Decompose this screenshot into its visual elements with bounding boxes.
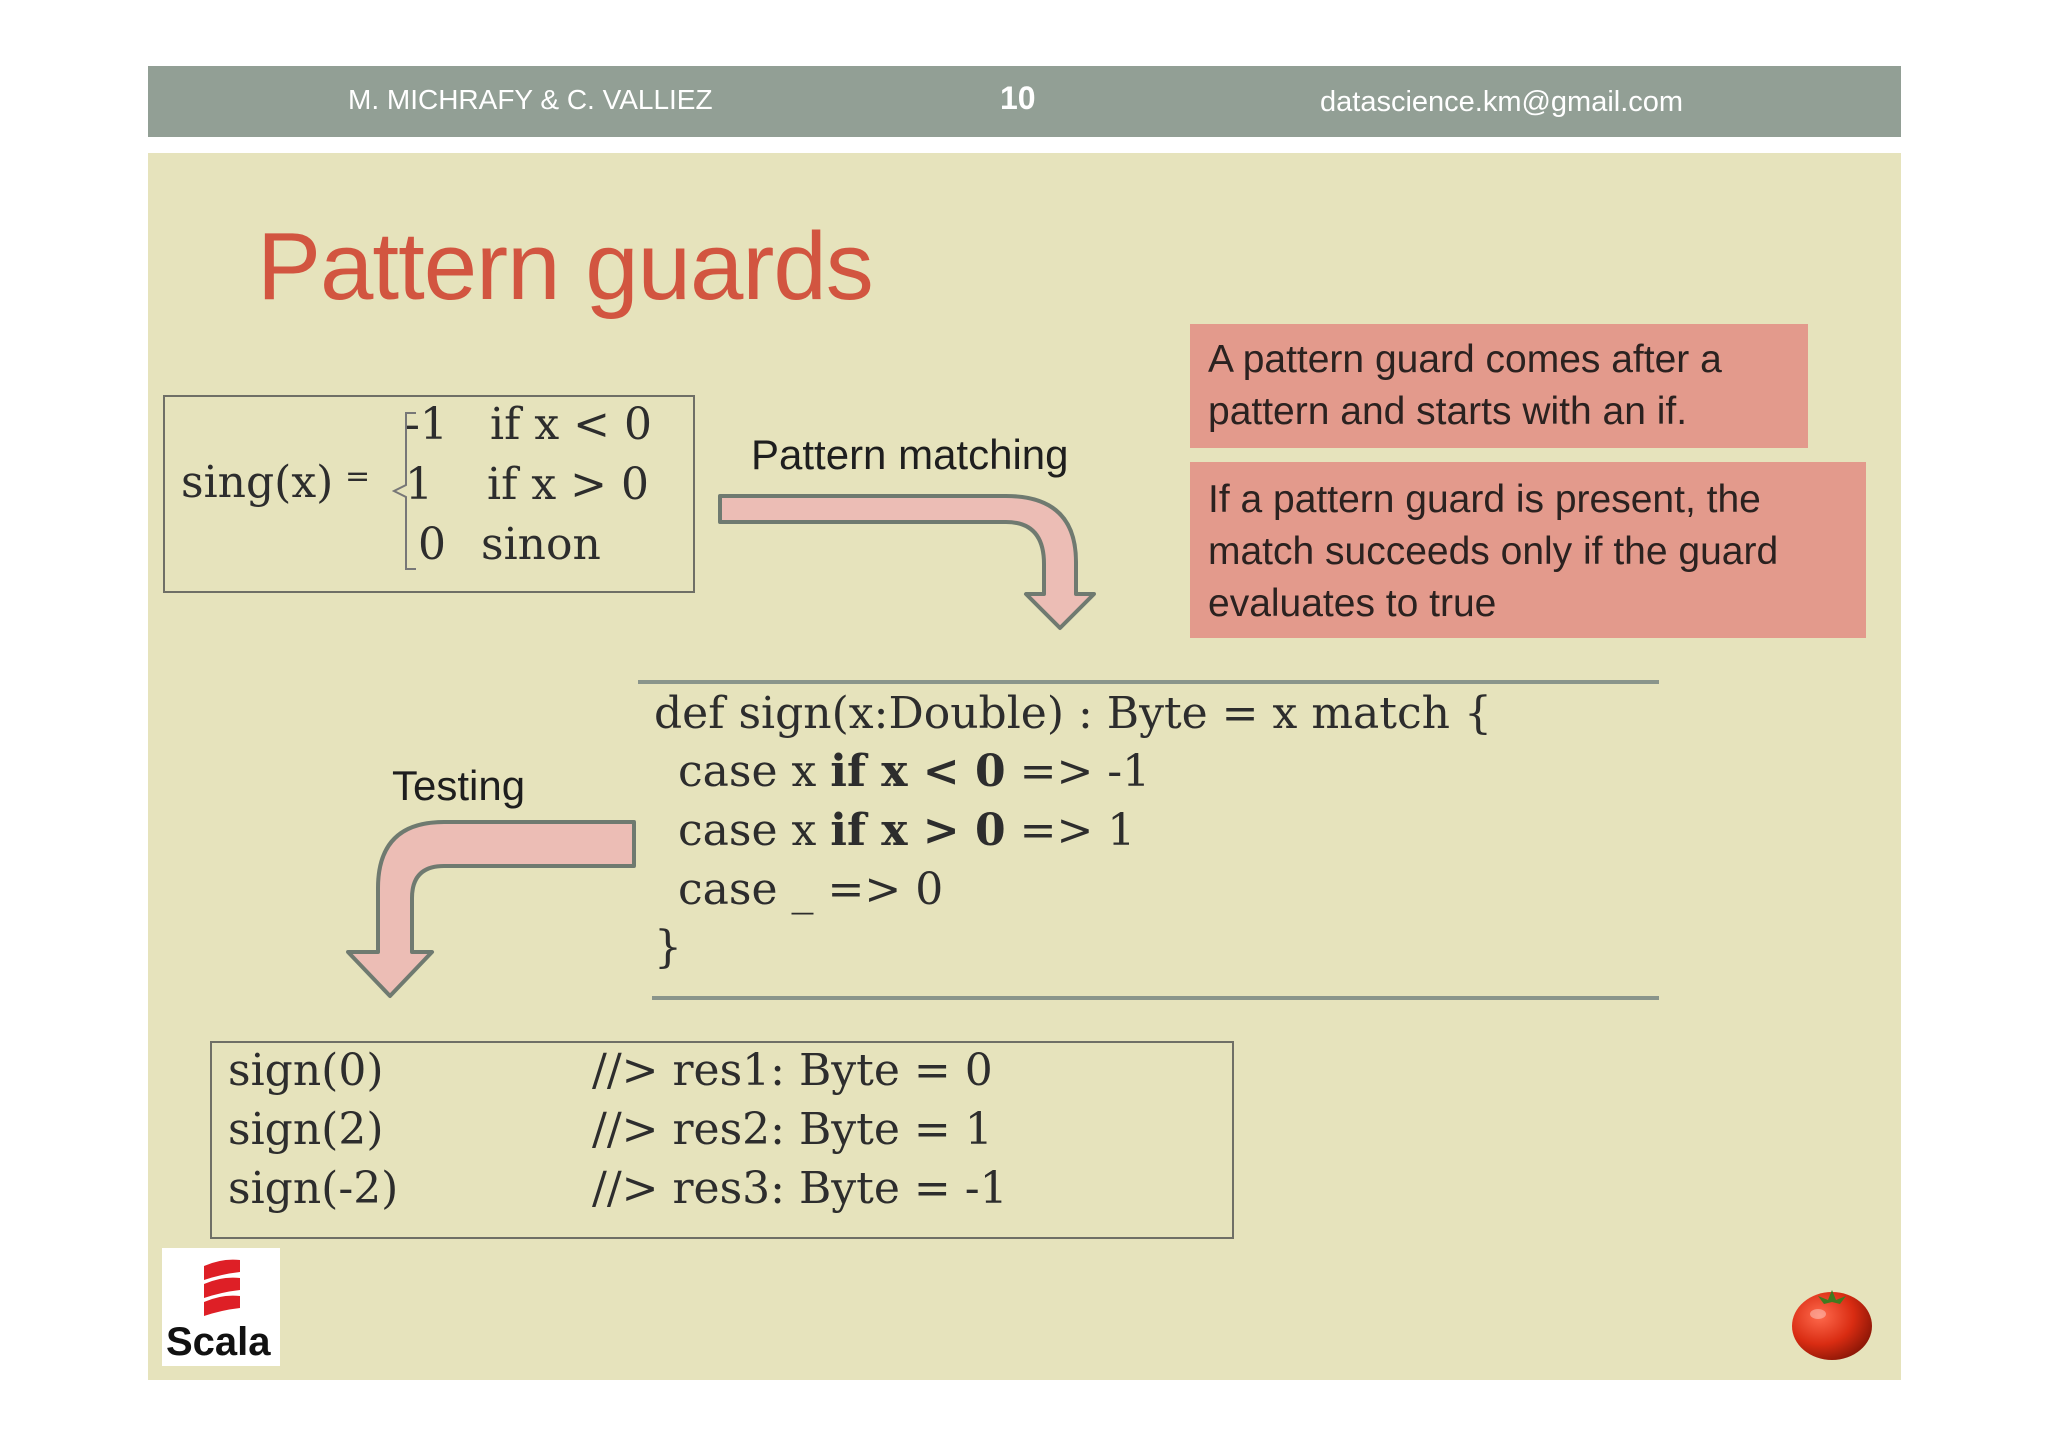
test-call-2: sign(2) [228, 1104, 384, 1155]
tomato-icon [1788, 1282, 1876, 1364]
code-case: case x [678, 746, 831, 797]
note-pattern-guard [1190, 324, 1808, 448]
case-condition-3: sinon [481, 519, 601, 570]
page-number: 10 [1000, 80, 1036, 116]
case-value-1: -1 [405, 399, 448, 450]
test-result-1: //> res1: Byte = 0 [592, 1045, 993, 1096]
testing-label: Testing [392, 762, 526, 809]
formula-lhs: sing(x) [181, 457, 334, 508]
code-guard-1: if x < 0 [830, 746, 1006, 797]
code-top-rule [638, 680, 1659, 684]
test-call-1: sign(0) [228, 1045, 384, 1096]
scala-logo [162, 1248, 280, 1366]
test-result-2: //> res2: Byte = 1 [592, 1104, 993, 1155]
case-condition-2: if x > 0 [487, 459, 649, 510]
note-text-1: A pattern guard comes after a pattern and starts with an if. [1208, 338, 1722, 433]
code-result-1: => -1 [1005, 746, 1151, 797]
note-match-succeeds [1190, 462, 1866, 638]
case-value-2: 1 [405, 459, 433, 510]
test-result-3: //> res3: Byte = -1 [592, 1163, 1008, 1214]
note-text-2: If a pattern guard is present, the match succeeds only if the guard evaluates to true [1208, 478, 1779, 625]
code-line-2 [678, 746, 1150, 797]
code-result-2: => 1 [1005, 805, 1136, 856]
testing-arrow-icon [344, 818, 638, 1000]
pattern-matching-arrow-icon [716, 492, 1098, 632]
test-results-box [210, 1041, 1234, 1239]
header-email: datascience.km@gmail.com [1320, 86, 1684, 118]
case-condition-1: if x < 0 [490, 399, 652, 450]
formula-equals: = [345, 459, 371, 494]
pattern-matching-label: Pattern matching [751, 431, 1069, 478]
scala-logo-icon [200, 1256, 244, 1320]
code-line-1: def sign(x:Double) : Byte = x match { [654, 688, 1492, 739]
code-case: case x [678, 805, 831, 856]
slide-title: Pattern guards [257, 213, 873, 320]
case-value-3: 0 [418, 519, 446, 570]
slide-header [148, 66, 1901, 137]
code-line-3 [678, 805, 1135, 856]
code-line-4: case _ => 0 [678, 864, 944, 915]
formula-box [163, 395, 695, 593]
code-line-5: } [654, 922, 682, 973]
code-guard-2: if x > 0 [830, 805, 1006, 856]
code-bottom-rule [652, 996, 1659, 1000]
test-call-3: sign(-2) [228, 1163, 399, 1214]
scala-logo-text: Scala [166, 1320, 271, 1364]
header-authors: M. MICHRAFY & C. VALLIEZ [348, 84, 713, 115]
